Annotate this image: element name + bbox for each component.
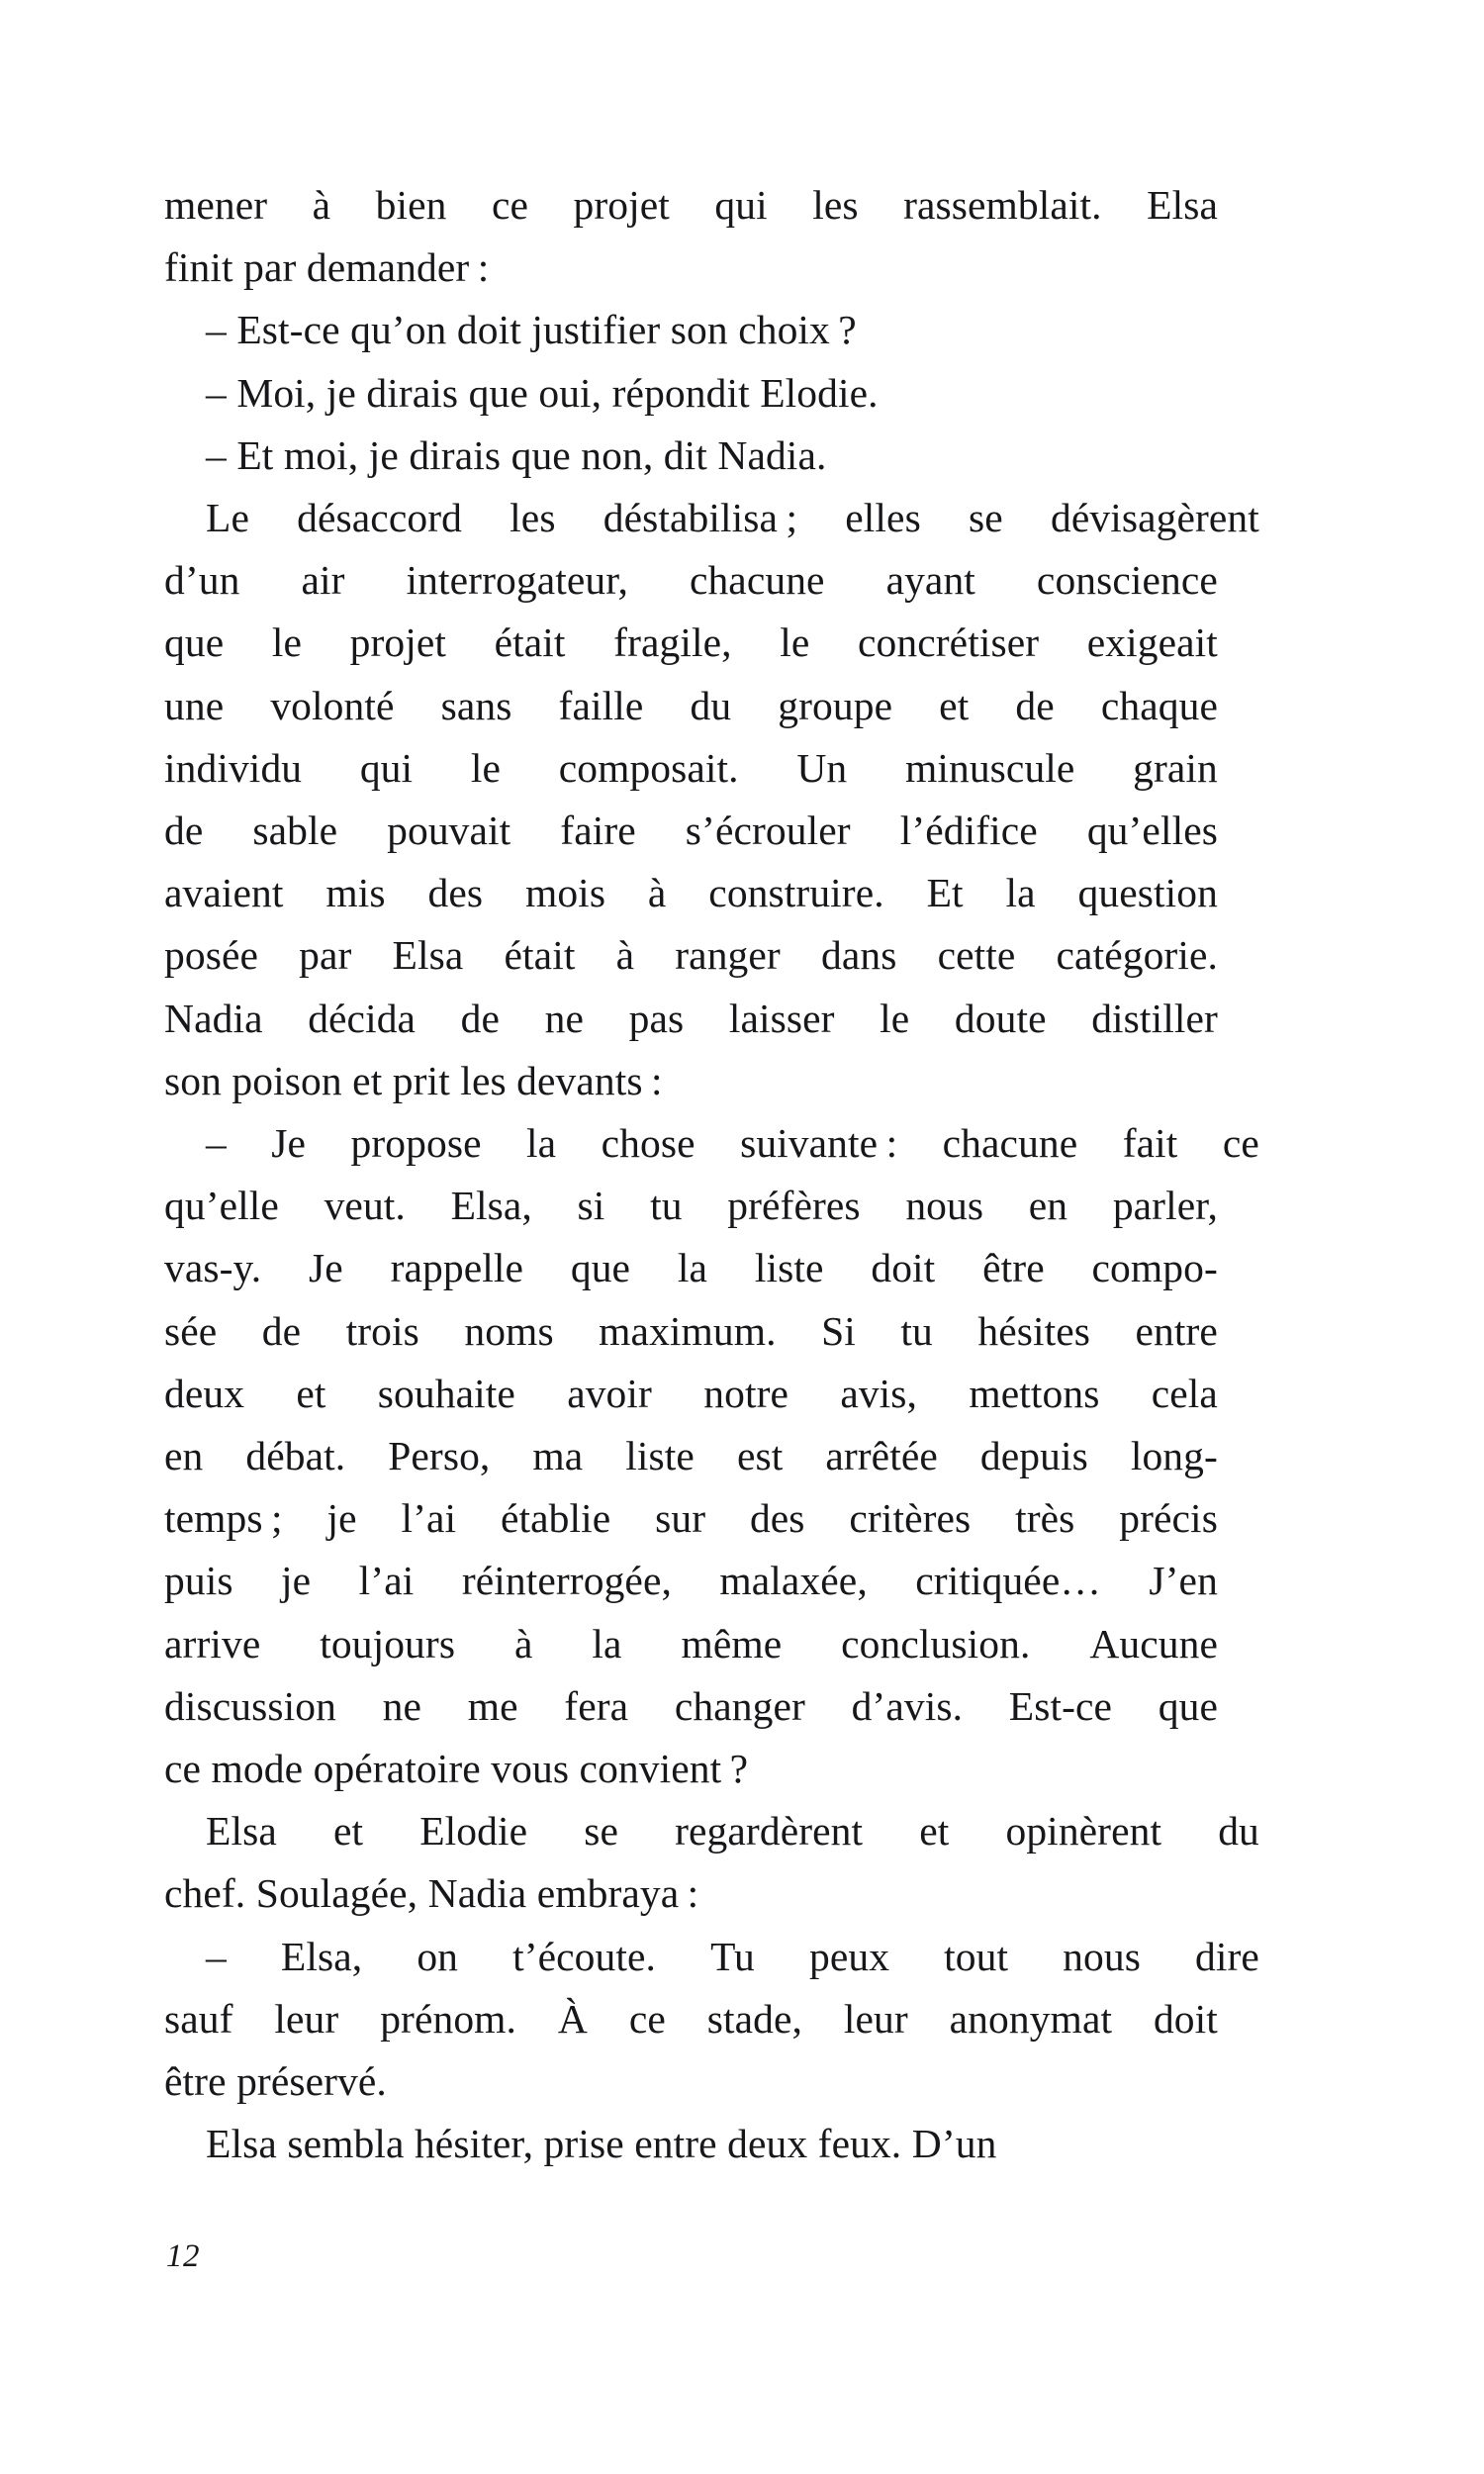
word: que — [164, 619, 225, 666]
word: doit — [1153, 1995, 1218, 2042]
word: sée — [164, 1307, 218, 1354]
word: sans — [440, 682, 512, 728]
word: par — [299, 932, 352, 979]
text-line — [164, 1675, 1218, 1738]
word: suivante : — [740, 1120, 898, 1167]
word: sable — [252, 808, 338, 854]
word: propose — [350, 1120, 482, 1167]
word: cela — [1151, 1370, 1218, 1416]
word: préfères — [727, 1183, 861, 1229]
word: peux — [808, 1933, 890, 1979]
text-line — [164, 1112, 1259, 1175]
dialogue-line: – Est-ce qu’on doit justifier son choix ? — [206, 307, 857, 353]
word: conscience — [1036, 557, 1218, 604]
text-line — [164, 924, 1218, 987]
word: toujours — [320, 1620, 456, 1666]
word: sauf — [164, 1995, 233, 2042]
word: construire. — [708, 870, 884, 916]
text-line — [164, 612, 1218, 674]
word: liste — [625, 1433, 695, 1479]
word: ne — [544, 995, 585, 1041]
text-line: chef. Soulagée, Nadia embraya : — [164, 1870, 699, 1917]
word: question — [1077, 870, 1218, 916]
word: – — [206, 1120, 227, 1167]
word: nous — [905, 1183, 984, 1229]
word: avoir — [567, 1370, 652, 1416]
text-line — [164, 487, 1259, 549]
word: tout — [944, 1933, 1009, 1979]
word: si — [577, 1183, 605, 1229]
word: je — [281, 1558, 312, 1604]
word: des — [427, 870, 484, 916]
text-line — [164, 1237, 1218, 1299]
word: composait. — [558, 744, 739, 791]
word: la — [677, 1245, 708, 1291]
word: Si — [821, 1307, 856, 1354]
word: veut. — [324, 1183, 406, 1229]
page-number: 12 — [166, 2238, 200, 2274]
word: se — [969, 495, 1003, 541]
word: laisser — [728, 995, 835, 1041]
word: long- — [1130, 1433, 1218, 1479]
word: Est-ce — [1008, 1682, 1113, 1729]
word: qu’elles — [1086, 808, 1218, 854]
word: opinèrent — [1005, 1808, 1162, 1855]
word: rassemblait. — [903, 182, 1102, 228]
word: interrogateur, — [406, 557, 628, 604]
word: Elsa, — [280, 1933, 363, 1979]
word: qui — [714, 182, 768, 228]
text-line — [164, 549, 1218, 612]
word: ne — [382, 1682, 421, 1729]
word: maximum. — [599, 1307, 777, 1354]
word: mois — [524, 870, 606, 916]
word: précis — [1119, 1495, 1218, 1542]
word: doit — [871, 1245, 936, 1291]
text-line — [164, 800, 1218, 862]
word: le — [780, 619, 810, 666]
word: individu — [164, 744, 303, 791]
word: parler, — [1112, 1183, 1218, 1229]
word: anonymat — [949, 1995, 1113, 2042]
text-line — [164, 1613, 1218, 1675]
word: changer — [674, 1682, 805, 1729]
word: air — [301, 557, 345, 604]
word: deux — [164, 1370, 245, 1416]
word: Aucune — [1089, 1620, 1218, 1666]
word: de — [164, 808, 204, 854]
word: ce — [492, 182, 529, 228]
word: mettons — [969, 1370, 1100, 1416]
text-line: finit par demander : — [164, 244, 490, 291]
word: Perso, — [388, 1433, 491, 1479]
word: posée — [164, 932, 258, 979]
word: était — [494, 619, 566, 666]
word: désaccord — [297, 495, 462, 541]
word: Elsa — [392, 932, 464, 979]
word: mis — [325, 870, 386, 916]
text-line — [164, 988, 1218, 1050]
word: Je — [271, 1120, 307, 1167]
word: stade, — [706, 1995, 802, 2042]
word: catégorie. — [1056, 932, 1218, 979]
word: grain — [1133, 744, 1218, 791]
word: on — [417, 1933, 459, 1979]
word: dévisagèrent — [1051, 495, 1259, 541]
word: groupe — [778, 682, 893, 728]
word: malaxée, — [719, 1558, 868, 1604]
dialogue-paragraph — [164, 1112, 1259, 1800]
word: du — [690, 682, 732, 728]
word: chacune — [689, 557, 825, 604]
word: temps ; — [164, 1495, 283, 1542]
word: à — [513, 1620, 533, 1666]
word: Et — [926, 870, 964, 916]
word: nous — [1063, 1933, 1141, 1979]
dialogue-line: – Moi, je dirais que oui, répondit Elodie. — [206, 369, 879, 416]
word: À — [557, 1995, 588, 2042]
word: établie — [500, 1495, 611, 1542]
word: le — [880, 995, 910, 1041]
word: du — [1218, 1808, 1259, 1855]
word: depuis — [979, 1433, 1088, 1479]
word: trois — [345, 1307, 419, 1354]
dialogue-line: – Et moi, je dirais que non, dit Nadia. — [206, 431, 827, 478]
word: leur — [274, 1995, 339, 2042]
word: de — [261, 1307, 302, 1354]
word: à — [312, 182, 331, 228]
word: Elsa — [206, 1808, 277, 1855]
text-line — [164, 862, 1218, 924]
word: Nadia — [164, 995, 263, 1041]
word: exigeait — [1086, 619, 1218, 666]
text-line — [164, 737, 1218, 800]
word: et — [919, 1808, 950, 1855]
word: regardèrent — [675, 1808, 864, 1855]
text-line — [164, 174, 1218, 237]
word: d’un — [164, 557, 240, 604]
word: Un — [796, 744, 848, 791]
word: déstabilisa ; — [603, 495, 798, 541]
word: à — [647, 870, 667, 916]
word: et — [939, 682, 970, 728]
word: l’ai — [358, 1558, 415, 1604]
text-line: ce mode opératoire vous convient ? — [164, 1746, 749, 1792]
word: leur — [843, 1995, 908, 2042]
word: Tu — [710, 1933, 755, 1979]
paragraph — [164, 487, 1259, 1112]
word: et — [296, 1370, 326, 1416]
word: décida — [308, 995, 417, 1041]
word: très — [1015, 1495, 1075, 1542]
word: sur — [655, 1495, 706, 1542]
text-line: Elsa sembla hésiter, prise entre deux feux. D’un — [206, 2121, 997, 2167]
word: ce — [628, 1995, 666, 2042]
word: qui — [359, 744, 414, 791]
word: Je — [308, 1245, 343, 1291]
text-line — [164, 1300, 1218, 1363]
word: les — [510, 495, 556, 541]
text-line — [164, 1487, 1218, 1550]
word: en — [164, 1433, 204, 1479]
text-line — [164, 675, 1218, 737]
word: mener — [164, 182, 268, 228]
word: s’écrouler — [685, 808, 851, 854]
word: volonté — [270, 682, 395, 728]
word: noms — [464, 1307, 554, 1354]
word: compo- — [1091, 1245, 1218, 1291]
word: des — [749, 1495, 805, 1542]
word: Elodie — [419, 1808, 528, 1855]
word: une — [164, 682, 225, 728]
word: ce — [1222, 1120, 1259, 1167]
word: rappelle — [390, 1245, 524, 1291]
word: était — [504, 932, 576, 979]
page-text-block — [164, 174, 1259, 2176]
word: me — [467, 1682, 518, 1729]
text-line — [164, 1175, 1218, 1237]
word: et — [332, 1808, 364, 1855]
word: que — [570, 1245, 631, 1291]
word: en — [1028, 1183, 1068, 1229]
word: que — [1158, 1682, 1218, 1729]
paragraph-continued — [164, 174, 1218, 299]
word: chose — [601, 1120, 696, 1167]
word: avaient — [164, 870, 284, 916]
word: dire — [1195, 1933, 1259, 1979]
word: critères — [849, 1495, 972, 1542]
word: l’ai — [401, 1495, 457, 1542]
word: le — [470, 744, 502, 791]
word: Elsa, — [450, 1183, 532, 1229]
word: fera — [564, 1682, 629, 1729]
word: faire — [560, 808, 636, 854]
word: Le — [206, 495, 249, 541]
word: le — [271, 619, 302, 666]
word: t’écoute. — [512, 1933, 656, 1979]
word: dans — [820, 932, 897, 979]
dialogue-paragraph — [164, 1926, 1259, 2114]
word: – — [206, 1933, 227, 1979]
text-line — [164, 1550, 1218, 1612]
word: cette — [937, 932, 1016, 979]
paragraph — [164, 1800, 1259, 1925]
text-line — [164, 1926, 1259, 1988]
word: hésites — [977, 1307, 1090, 1354]
word: vas-y. — [164, 1245, 262, 1291]
word: de — [1015, 682, 1055, 728]
word: liste — [754, 1245, 824, 1291]
word: discussion — [164, 1682, 336, 1729]
word: notre — [703, 1370, 789, 1416]
text-line — [164, 1425, 1218, 1487]
word: ranger — [675, 932, 781, 979]
word: fragile, — [613, 619, 732, 666]
word: faille — [558, 682, 644, 728]
word: elles — [845, 495, 921, 541]
word: minuscule — [904, 744, 1075, 791]
word: la — [592, 1620, 622, 1666]
word: se — [584, 1808, 619, 1855]
word: prénom. — [380, 1995, 517, 2042]
word: entre — [1135, 1307, 1218, 1354]
word: débat. — [245, 1433, 346, 1479]
word: pas — [628, 995, 685, 1041]
word: l’édifice — [899, 808, 1038, 854]
word: la — [1005, 870, 1036, 916]
word: ayant — [885, 557, 975, 604]
word: la — [526, 1120, 557, 1167]
word: avis, — [840, 1370, 918, 1416]
word: projet — [573, 182, 670, 228]
word: est — [736, 1433, 784, 1479]
word: arrêtée — [825, 1433, 938, 1479]
word: projet — [349, 619, 447, 666]
word: à — [615, 932, 635, 979]
word: chacune — [942, 1120, 1078, 1167]
word: concrétiser — [858, 619, 1040, 666]
word: être — [982, 1245, 1045, 1291]
word: les — [812, 182, 859, 228]
word: réinterrogée, — [461, 1558, 672, 1604]
word: critiquée… — [915, 1558, 1101, 1604]
word: bien — [375, 182, 447, 228]
word: qu’elle — [164, 1183, 279, 1229]
word: souhaite — [377, 1370, 515, 1416]
word: même — [681, 1620, 783, 1666]
text-line: son poison et prit les devants : — [164, 1057, 663, 1103]
text-line — [164, 1988, 1218, 2050]
word: chaque — [1100, 682, 1218, 728]
word: d’avis. — [851, 1682, 964, 1729]
text-line: être préservé. — [164, 2058, 387, 2105]
word: distiller — [1091, 995, 1218, 1041]
word: J’en — [1149, 1558, 1218, 1604]
word: je — [326, 1495, 357, 1542]
word: conclusion. — [841, 1620, 1031, 1666]
word: tu — [650, 1183, 683, 1229]
word: arrive — [164, 1620, 261, 1666]
word: de — [460, 995, 501, 1041]
word: fait — [1122, 1120, 1178, 1167]
word: doute — [954, 995, 1047, 1041]
word: tu — [900, 1307, 933, 1354]
word: puis — [164, 1558, 233, 1604]
text-line — [164, 1800, 1259, 1862]
text-line — [164, 1363, 1218, 1425]
word: ma — [532, 1433, 584, 1479]
word: Elsa — [1147, 182, 1218, 228]
word: pouvait — [387, 808, 511, 854]
